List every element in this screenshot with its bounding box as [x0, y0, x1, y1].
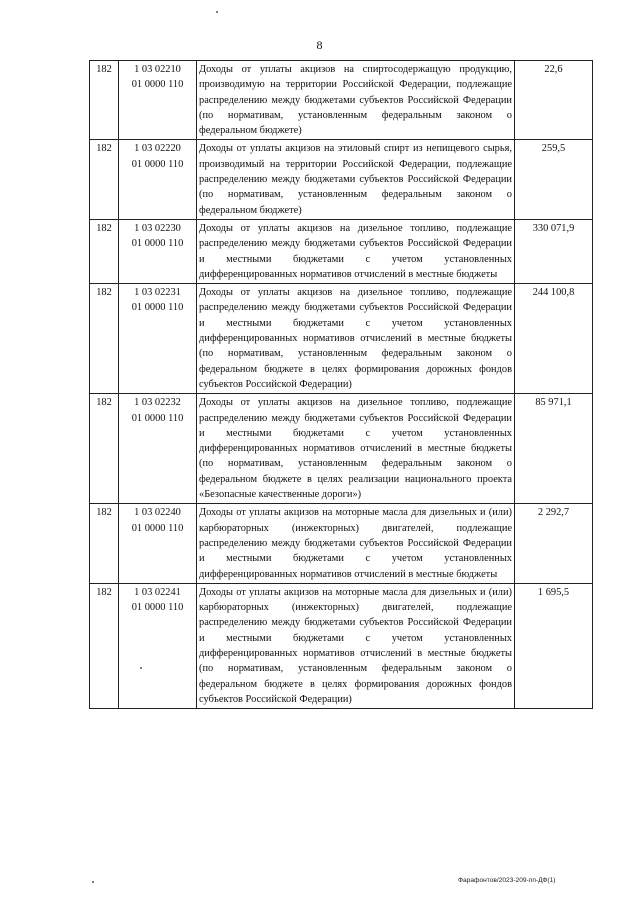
table-row: [90, 504, 593, 583]
amount-cell: 259,5: [515, 140, 593, 219]
scan-speck: [216, 11, 218, 13]
page-number: 8: [316, 38, 323, 52]
scan-speck: [92, 881, 94, 883]
table-row: [90, 219, 593, 283]
admin-code-cell: 182: [90, 504, 119, 583]
kbk-code-line: 1 03 02210: [134, 64, 181, 75]
kbk-code-line: 01 0000 110: [131, 302, 184, 314]
kbk-code-line: 1 03 02220: [134, 143, 181, 155]
scan-speck: [140, 667, 142, 669]
kbk-code-line: 01 0000 110: [131, 412, 184, 424]
revenue-name-cell: Доходы от уплаты акцизов на спиртосодержащую продукцию, производимую на территории Российской Федерации, подлежащие распределению между бюджетами субъектов Российской Федерации (по нормативам, установленным федеральным законом о федеральном бюджете): [197, 61, 515, 140]
revenue-name-cell: Доходы от уплаты акцизов на дизельное топливо, подлежащие распределению между бюджетами субъектов Российской Федерации и местными бюджетами с учетом установленных дифференцированных нормативов отчислений в местные бюджеты: [197, 219, 515, 283]
kbk-code-line: 01 0000 110: [131, 79, 184, 91]
admin-code-cell: 182: [90, 394, 119, 504]
admin-code-cell: 182: [90, 583, 119, 708]
table-body: [90, 61, 593, 709]
kbk-code-line: 1 03 02230: [134, 222, 181, 234]
amount-cell: 330 071,9: [515, 219, 593, 283]
table-row: [90, 583, 593, 708]
amount-cell: 1 695,5: [515, 583, 593, 708]
kbk-code-line: 01 0000 110: [131, 238, 184, 250]
amount-cell: 2 292,7: [515, 504, 593, 583]
admin-code-cell: 182: [90, 140, 119, 219]
kbk-code-cell: [119, 140, 197, 219]
table-row: [90, 284, 593, 394]
kbk-code-line: 1 03 02232: [134, 397, 181, 409]
kbk-code-line: 01 0000 110: [131, 522, 184, 534]
table-row: [90, 394, 593, 504]
revenue-name-cell: Доходы от уплаты акцизов на дизельное топливо, подлежащие распределению между бюджетами субъектов Российской Федерации и местными бюджетами с учетом установленных дифференцированных нормативов отчислений в местные бюджеты (по нормативам, установленным федеральным законом о федеральном бюджете в целях реализации национального проекта «Безопасные качественные дороги»): [197, 394, 515, 504]
kbk-code-line: 1 03 02241: [134, 586, 181, 598]
amount-cell: 244 100,8: [515, 284, 593, 394]
revenue-name-cell: Доходы от уплаты акцизов на дизельное топливо, подлежащие распределению между бюджетами субъектов Российской Федерации и местными бюджетами с учетом установленных дифференцированных нормативов отчислений в местные бюджеты (по нормативам, установленным федеральным законом о федеральном бюджете в целях формирования дорожных фондов субъектов Российской Федерации): [197, 284, 515, 394]
table-row: [90, 61, 593, 140]
kbk-code-cell: [119, 583, 197, 708]
revenue-name-cell: Доходы от уплаты акцизов на этиловый спирт из непищевого сырья, производимый на территории Российской Федерации, подлежащие распределению между бюджетами субъектов Российской Федерации (по нормативам, установленным федеральным законом о федеральном бюджете): [197, 140, 515, 219]
revenue-name-cell: Доходы от уплаты акцизов на моторные масла для дизельных и (или) карбюраторных (инжекторных) двигателей, подлежащие распределению между бюджетами субъектов Российской Федерации и местными бюджетами с учетом установленных дифференцированных нормативов отчислений в местные бюджеты (по нормативам, установленным федеральным законом о федеральном бюджете в целях формирования дорожных фондов субъектов Российской Федерации): [197, 583, 515, 708]
admin-code-cell: 182: [90, 284, 119, 394]
kbk-code-cell: [119, 394, 197, 504]
kbk-code-cell: [119, 61, 197, 140]
kbk-code-line: 1 03 02240: [134, 507, 181, 519]
kbk-code-line: 1 03 02231: [134, 287, 181, 299]
admin-code-cell: 182: [90, 219, 119, 283]
kbk-code-line: 01 0000 110: [131, 158, 184, 170]
kbk-code-cell: [119, 504, 197, 583]
kbk-code-line: 01 0000 110: [131, 602, 184, 614]
table-row: [90, 140, 593, 219]
admin-code-cell: 182: [90, 61, 119, 140]
amount-cell: 22,6: [515, 61, 593, 140]
amount-cell: 85 971,1: [515, 394, 593, 504]
kbk-code-cell: [119, 219, 197, 283]
document-footer-code: Фарафонтов/2023-209-пп-ДФ(1): [458, 877, 556, 884]
revenue-name-cell: Доходы от уплаты акцизов на моторные масла для дизельных и (или) карбюраторных (инжекторных) двигателей, подлежащие распределению между бюджетами субъектов Российской Федерации и местными бюджетами с учетом установленных дифференцированных нормативов отчислений в местные бюджеты: [197, 504, 515, 583]
revenue-table: [89, 60, 593, 709]
kbk-code-cell: [119, 284, 197, 394]
